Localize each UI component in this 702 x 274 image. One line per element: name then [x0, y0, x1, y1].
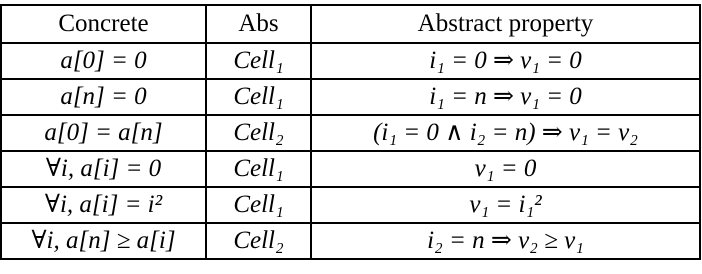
- abs-cell: Cell₂: [206, 223, 311, 259]
- concrete-cell: a[n] = 0: [1, 79, 206, 115]
- abs-cell: Cell₁: [206, 43, 311, 79]
- concrete-cell: ∀i, a[i] = i²: [1, 187, 206, 223]
- abs-cell: Cell₁: [206, 151, 311, 187]
- header-abs: Abs: [206, 5, 311, 43]
- abstraction-table: [0, 4, 701, 260]
- table-row: [1, 151, 700, 187]
- header-row: [1, 5, 700, 43]
- concrete-cell: ∀i, a[n] ≥ a[i]: [1, 223, 206, 259]
- table-row: [1, 223, 700, 259]
- property-cell: v₁ = i₁²: [311, 187, 700, 223]
- property-cell: v₁ = 0: [311, 151, 700, 187]
- abs-cell: Cell₂: [206, 115, 311, 151]
- abs-cell: Cell₁: [206, 79, 311, 115]
- table-row: [1, 187, 700, 223]
- property-cell: i₁ = 0 ⇒ v₁ = 0: [311, 43, 700, 79]
- header-concrete: Concrete: [1, 5, 206, 43]
- property-cell: i₁ = n ⇒ v₁ = 0: [311, 79, 700, 115]
- table-row: [1, 43, 700, 79]
- header-abstract-property: Abstract property: [311, 5, 700, 43]
- concrete-cell: ∀i, a[i] = 0: [1, 151, 206, 187]
- concrete-cell: a[0] = 0: [1, 43, 206, 79]
- property-cell: i₂ = n ⇒ v₂ ≥ v₁: [311, 223, 700, 259]
- table-row: [1, 79, 700, 115]
- concrete-cell: a[0] = a[n]: [1, 115, 206, 151]
- property-cell: (i₁ = 0 ∧ i₂ = n) ⇒ v₁ = v₂: [311, 115, 700, 151]
- abs-cell: Cell₁: [206, 187, 311, 223]
- table-row: [1, 115, 700, 151]
